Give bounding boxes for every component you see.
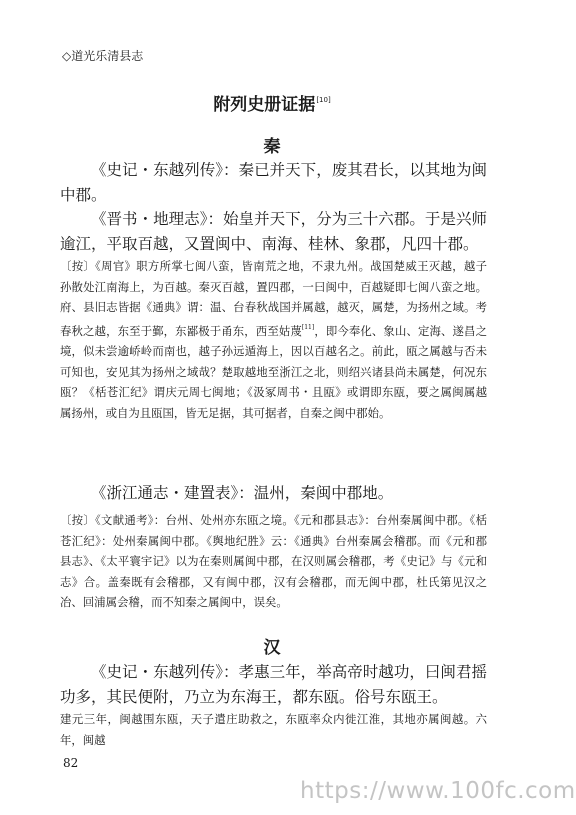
paragraph-main-text: 《史记・东越列传》：秦已并天下，废其君长，以其地为闽中郡。 xyxy=(60,161,487,204)
paragraph-shiji-xiaohui xyxy=(60,660,487,709)
title-footnote-ref: [10] xyxy=(316,96,331,104)
annotation-text: 建元三年，闽越围东瓯，天子遣庄助救之，东瓯率众内徙江淮，其地亦属闽越。六年，闽越 xyxy=(60,712,487,747)
paragraph-annotation xyxy=(60,709,487,750)
paragraph-annotation xyxy=(60,256,487,423)
section-heading-qin: 秦 xyxy=(263,137,281,157)
annotation-text-cont: ，即今奉化、象山、定海、遂昌之境，似未尝逾峤岭而南也，越子孙远遁海上，因以百越名之。前此，瓯之属越与否未可知也，安见其为扬州之域哉？楚取越地至浙江之北，则绍兴诸县尚未属楚，何况东瓯？《栝苍汇纪》谓庆元周七闽地；《汲冢周书・且瓯》或谓即东瓯，要之属闽属越属扬州，或自为且瓯国，皆无足据，其可据者，自秦之闽中郡始。 xyxy=(60,323,487,420)
annotation-text: 〔按〕《文献通考》：台州、处州亦东瓯之境。《元和郡县志》：台州秦属闽中郡。《栝苍汇纪》：处州秦属闽中郡。《舆地纪胜》云：《通典》台州秦属会稽郡。而《元和郡县志》、《太平寰宇记》以为在秦则属闽中郡，在汉则属会稽郡，考《史记》与《元和志》合。盖秦既有会稽郡，又有闽中郡，汉有会稽郡，而无闽中郡，杜氏第见汉之冶、回浦属会稽，而不知秦之属闽中，误矣。 xyxy=(60,513,487,609)
title-text: 附列史册证据 xyxy=(213,95,316,115)
annotation-text: 〔按〕《周官》职方所掌七闽八蛮，皆南荒之地，不隶九州。战国楚威王灭越，越子孙散处江南海上，为百越。秦灭百越，置四郡，一曰闽中，百越疑即七闽八蛮之地。府、县旧志皆据《通典》谓：温、台春秋战国并属越，越灭，属楚，为扬州之域。考春秋之越，东至于鄞，东鄙极于甬东，西至姑蔑 xyxy=(60,259,487,338)
paragraph-main-text: 《浙江通志・建置表》：温州，秦闽中郡地。 xyxy=(91,484,394,502)
page-title xyxy=(0,90,544,115)
running-header: ◇道光乐清县志 xyxy=(62,49,144,63)
watermark-url: https://www.100fc.com xyxy=(300,778,576,804)
paragraph-main-text: 《晋书・地理志》：始皇并天下，分为三十六郡。于是兴师逾江，平取百越，又置闽中、南海、桂林、象郡，凡四十郡。 xyxy=(60,210,487,253)
paragraph-main-text: 《史记・东越列传》：孝惠三年，举高帝时越功，曰闽君摇功多，其民便附，乃立为东海王，都东瓯。俗号东瓯王。 xyxy=(60,663,487,706)
section-heading-han: 汉 xyxy=(263,638,281,658)
page-number: 82 xyxy=(63,756,79,770)
paragraph-jinshu-dili xyxy=(60,207,487,256)
footnote-ref: [11] xyxy=(301,323,315,331)
paragraph-shiji-dongyue xyxy=(60,158,487,207)
paragraph-annotation xyxy=(60,510,487,613)
paragraph-zhejiang-tongzhi xyxy=(60,481,487,506)
